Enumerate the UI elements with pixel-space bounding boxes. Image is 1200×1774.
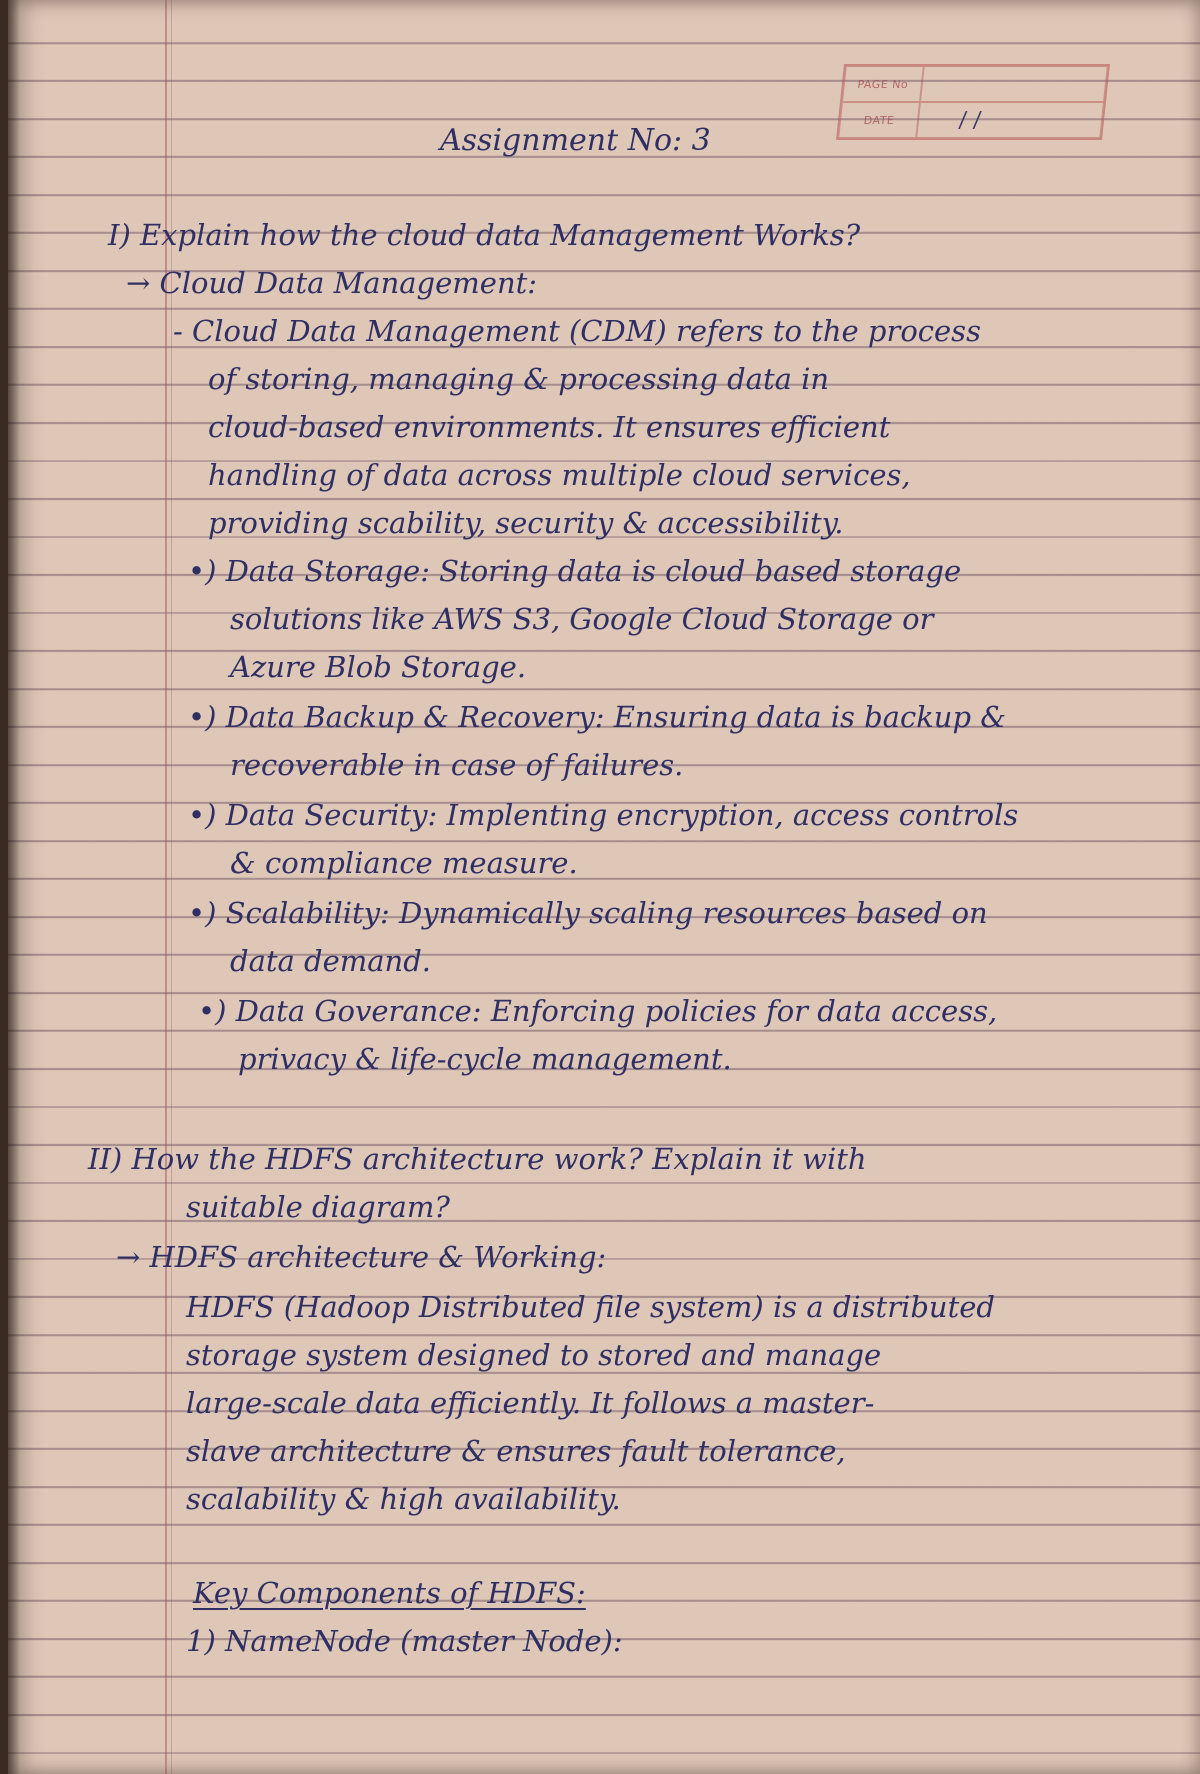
hdfs-definition-line-1: HDFS (Hadoop Distributed file system) is a distributed: [186, 1290, 995, 1324]
point-data-storage: •) Data Storage: Storing data is cloud based storage: [188, 554, 962, 588]
assignment-title: Assignment No: 3: [440, 123, 711, 158]
point-scalability-cont: data demand.: [230, 944, 431, 978]
cdm-definition-line-1: - Cloud Data Management (CDM) refers to the process: [173, 314, 981, 348]
point-data-governance-cont: privacy & life-cycle management.: [238, 1042, 732, 1076]
hdfs-definition-line-3: large-scale data efficiently. It follows a master-: [186, 1386, 875, 1420]
hdfs-definition-line-5: scalability & high availability.: [186, 1482, 621, 1516]
point-backup-recovery-cont: recoverable in case of failures.: [230, 748, 684, 782]
point-data-storage-cont-1: solutions like AWS S3, Google Cloud Storage or: [230, 602, 934, 636]
point-backup-recovery: •) Data Backup & Recovery: Ensuring data is backup &: [188, 700, 1007, 734]
point-data-security: •) Data Security: Implenting encryption, access controls: [188, 798, 1019, 832]
hdfs-definition-line-4: slave architecture & ensures fault tolerance,: [186, 1434, 846, 1468]
question-1: I) Explain how the cloud data Management Works?: [108, 218, 861, 252]
point-scalability: •) Scalability: Dynamically scaling resources based on: [188, 896, 988, 930]
cdm-definition-line-3: cloud-based environments. It ensures efficient: [208, 410, 891, 444]
component-namenode: 1) NameNode (master Node):: [186, 1624, 623, 1658]
page-no-value: [920, 66, 1108, 102]
answer-2-heading: → HDFS architecture & Working:: [116, 1240, 607, 1274]
date-value: / /: [916, 102, 1104, 138]
page-edge-shadow: [8, 0, 20, 1774]
cdm-definition-line-4: handling of data across multiple cloud services,: [208, 458, 911, 492]
question-2: II) How the HDFS architecture work? Explain it with: [88, 1142, 867, 1176]
point-data-storage-cont-2: Azure Blob Storage.: [230, 650, 527, 684]
point-data-security-cont: & compliance measure.: [230, 846, 578, 880]
key-components-heading: Key Components of HDFS:: [193, 1576, 586, 1610]
question-2-cont: suitable diagram?: [186, 1190, 450, 1224]
cdm-definition-line-5: providing scability, security & accessibility.: [208, 506, 844, 540]
point-data-governance: •) Data Goverance: Enforcing policies for data access,: [198, 994, 998, 1028]
date-label: DATE: [838, 102, 920, 138]
answer-1-heading: → Cloud Data Management:: [126, 266, 538, 300]
hdfs-definition-line-2: storage system designed to stored and manage: [186, 1338, 882, 1372]
cdm-definition-line-2: of storing, managing & processing data in: [208, 362, 830, 396]
page-date-box: [836, 64, 1110, 140]
page-no-label: PAGE No: [842, 66, 924, 102]
notebook-page: [8, 0, 1200, 1774]
